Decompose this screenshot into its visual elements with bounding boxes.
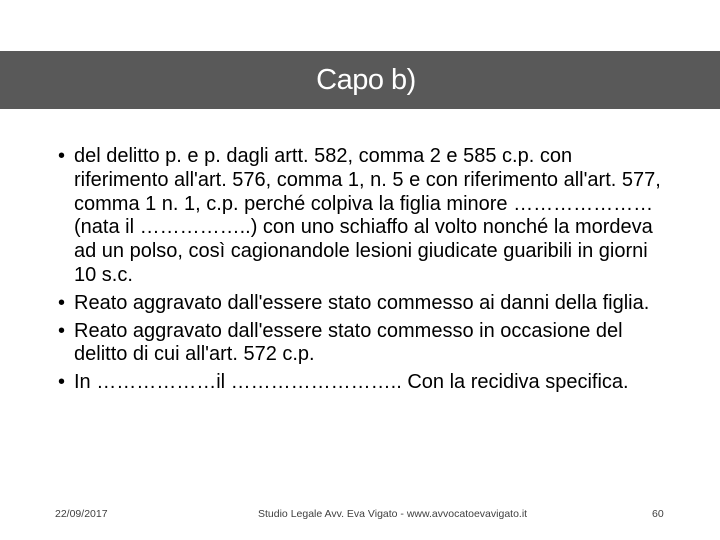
footer-date: 22/09/2017 [55,508,108,520]
footer-page-number: 60 [652,508,664,520]
bullet-text: In ………………il …………………….. Con la recidiva specifica. [74,371,629,394]
bullet-text: Reato aggravato dall'essere stato commesso ai danni della figlia. [74,291,650,314]
bullet-item [58,292,668,316]
footer-website: Studio Legale Avv. Eva Vigato - www.avvocatoevavigato.it [258,508,528,520]
bullet-text: del delitto p. e p. dagli artt. 582, comma 2 e 585 c.p. con riferimento all'art. 576, comma 1, n. 5 e con riferimento all'art. 577, comma 1 n. 1, c.p. perché colpiva la figlia minore ………………… (nata il ……………..) con uno schiaffo al volto nonché la mordeva ad un polso, così cagionandole lesioni giudicate guaribili in giorni 10 s.c. [74,145,661,286]
bullet-item [58,320,668,368]
bullet-marker: • [58,371,66,394]
slide-content [58,145,668,399]
bullet-item [58,371,668,395]
bullet-item [58,145,668,288]
slide-title: Capo b) [316,64,416,96]
title-bar [0,51,720,109]
bullet-text: Reato aggravato dall'essere stato commesso in occasione del delitto di cui all'art. 572 c.p. [74,319,623,366]
bullet-marker: • [58,291,66,314]
bullet-marker: • [58,145,66,167]
bullet-marker: • [58,319,66,342]
